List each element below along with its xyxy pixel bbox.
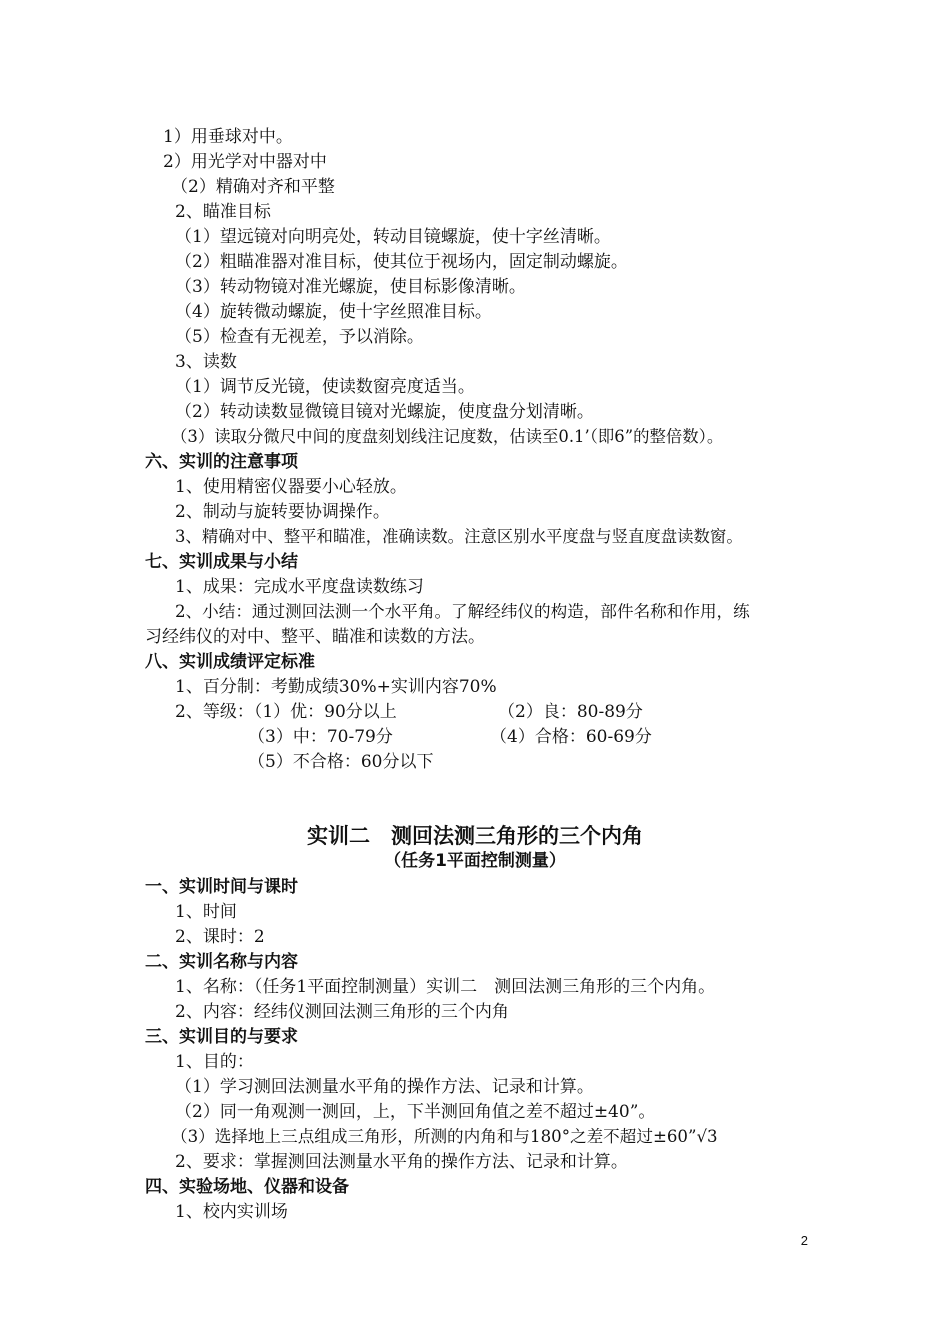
text-line: 3、读数 [175,352,237,372]
text-line: 1、名称：（任务1平面控制测量）实训二 测回法测三角形的三个内角。 [175,977,716,997]
text-line: 1、成果：完成水平度盘读数练习 [175,577,424,597]
section-heading: 三、实训目的与要求 [145,1027,298,1047]
grade-item: （2）良：80-89分 [498,702,643,722]
text-line: 2、内容：经纬仪测回法测三角形的三个内角 [175,1002,509,1022]
text-line: 2）用光学对中器对中 [163,152,327,172]
section-subtitle: （任务1平面控制测量） [384,851,566,871]
text-line: 3、精确对中、整平和瞄准，准确读数。注意区别水平度盘与竖直度盘读数窗。 [175,527,743,546]
text-line: 2、瞄准目标 [175,202,271,222]
section-heading: 六、实训的注意事项 [145,452,298,472]
section-heading: 八、实训成绩评定标准 [145,652,315,672]
text-line: （3）转动物镜对准光螺旋，使目标影像清晰。 [175,277,526,297]
section-heading: 七、实训成果与小结 [145,552,298,572]
section-heading: 二、实训名称与内容 [145,952,298,972]
text-line: 1、时间 [175,902,237,922]
text-line: 习经纬仪的对中、整平、瞄准和读数的方法。 [145,627,485,647]
text-line: （1）学习测回法测量水平角的操作方法、记录和计算。 [175,1077,594,1097]
text-line: （3）选择地上三点组成三角形，所测的内角和与180°之差不超过±60”√3 [171,1127,718,1146]
text-line: （1）调节反光镜，使读数窗亮度适当。 [175,377,475,397]
text-line: （2）粗瞄准器对准目标，使其位于视场内，固定制动螺旋。 [175,252,628,272]
page-number: 2 [800,1233,808,1248]
section-title: 实训二 测回法测三角形的三个内角 [307,824,643,848]
text-line: 2、课时：2 [175,927,265,947]
section-heading: 一、实训时间与课时 [145,877,298,897]
text-line: （4）旋转微动螺旋，使十字丝照准目标。 [175,302,492,322]
text-line: （1）望远镜对向明亮处，转动目镜螺旋，使十字丝清晰。 [175,227,611,247]
text-line: 2、小结：通过测回法测一个水平角。了解经纬仪的构造，部件名称和作用，练 [175,602,750,621]
text-line: 2、等级：（1）优：90分以上 [175,702,397,722]
text-line: 2、制动与旋转要协调操作。 [175,502,390,522]
section-heading: 四、实验场地、仪器和设备 [145,1177,349,1197]
text-line: 2、要求：掌握测回法测量水平角的操作方法、记录和计算。 [175,1152,628,1172]
grade-item: （5）不合格：60分以下 [248,752,434,772]
grade-item: （4）合格：60-69分 [490,727,652,747]
text-line: （2）转动读数显微镜目镜对光螺旋，使度盘分划清晰。 [175,402,594,422]
text-line: （3）读取分微尺中间的度盘刻划线注记度数，估读至0.1’（即6”的整倍数）。 [171,427,724,446]
text-line: 1、使用精密仪器要小心轻放。 [175,477,407,497]
text-line: 1、百分制：考勤成绩30%+实训内容70% [175,677,497,697]
text-line: （2）精确对齐和平整 [171,177,335,197]
text-line: 1、目的： [175,1052,254,1072]
text-line: （5）检查有无视差，予以消除。 [175,327,424,347]
text-line: 1、校内实训场 [175,1202,288,1222]
text-line: 1）用垂球对中。 [163,127,293,147]
text-line: （2）同一角观测一测回，上，下半测回角值之差不超过±40”。 [175,1102,656,1122]
grade-item: （3）中：70-79分 [248,727,393,747]
